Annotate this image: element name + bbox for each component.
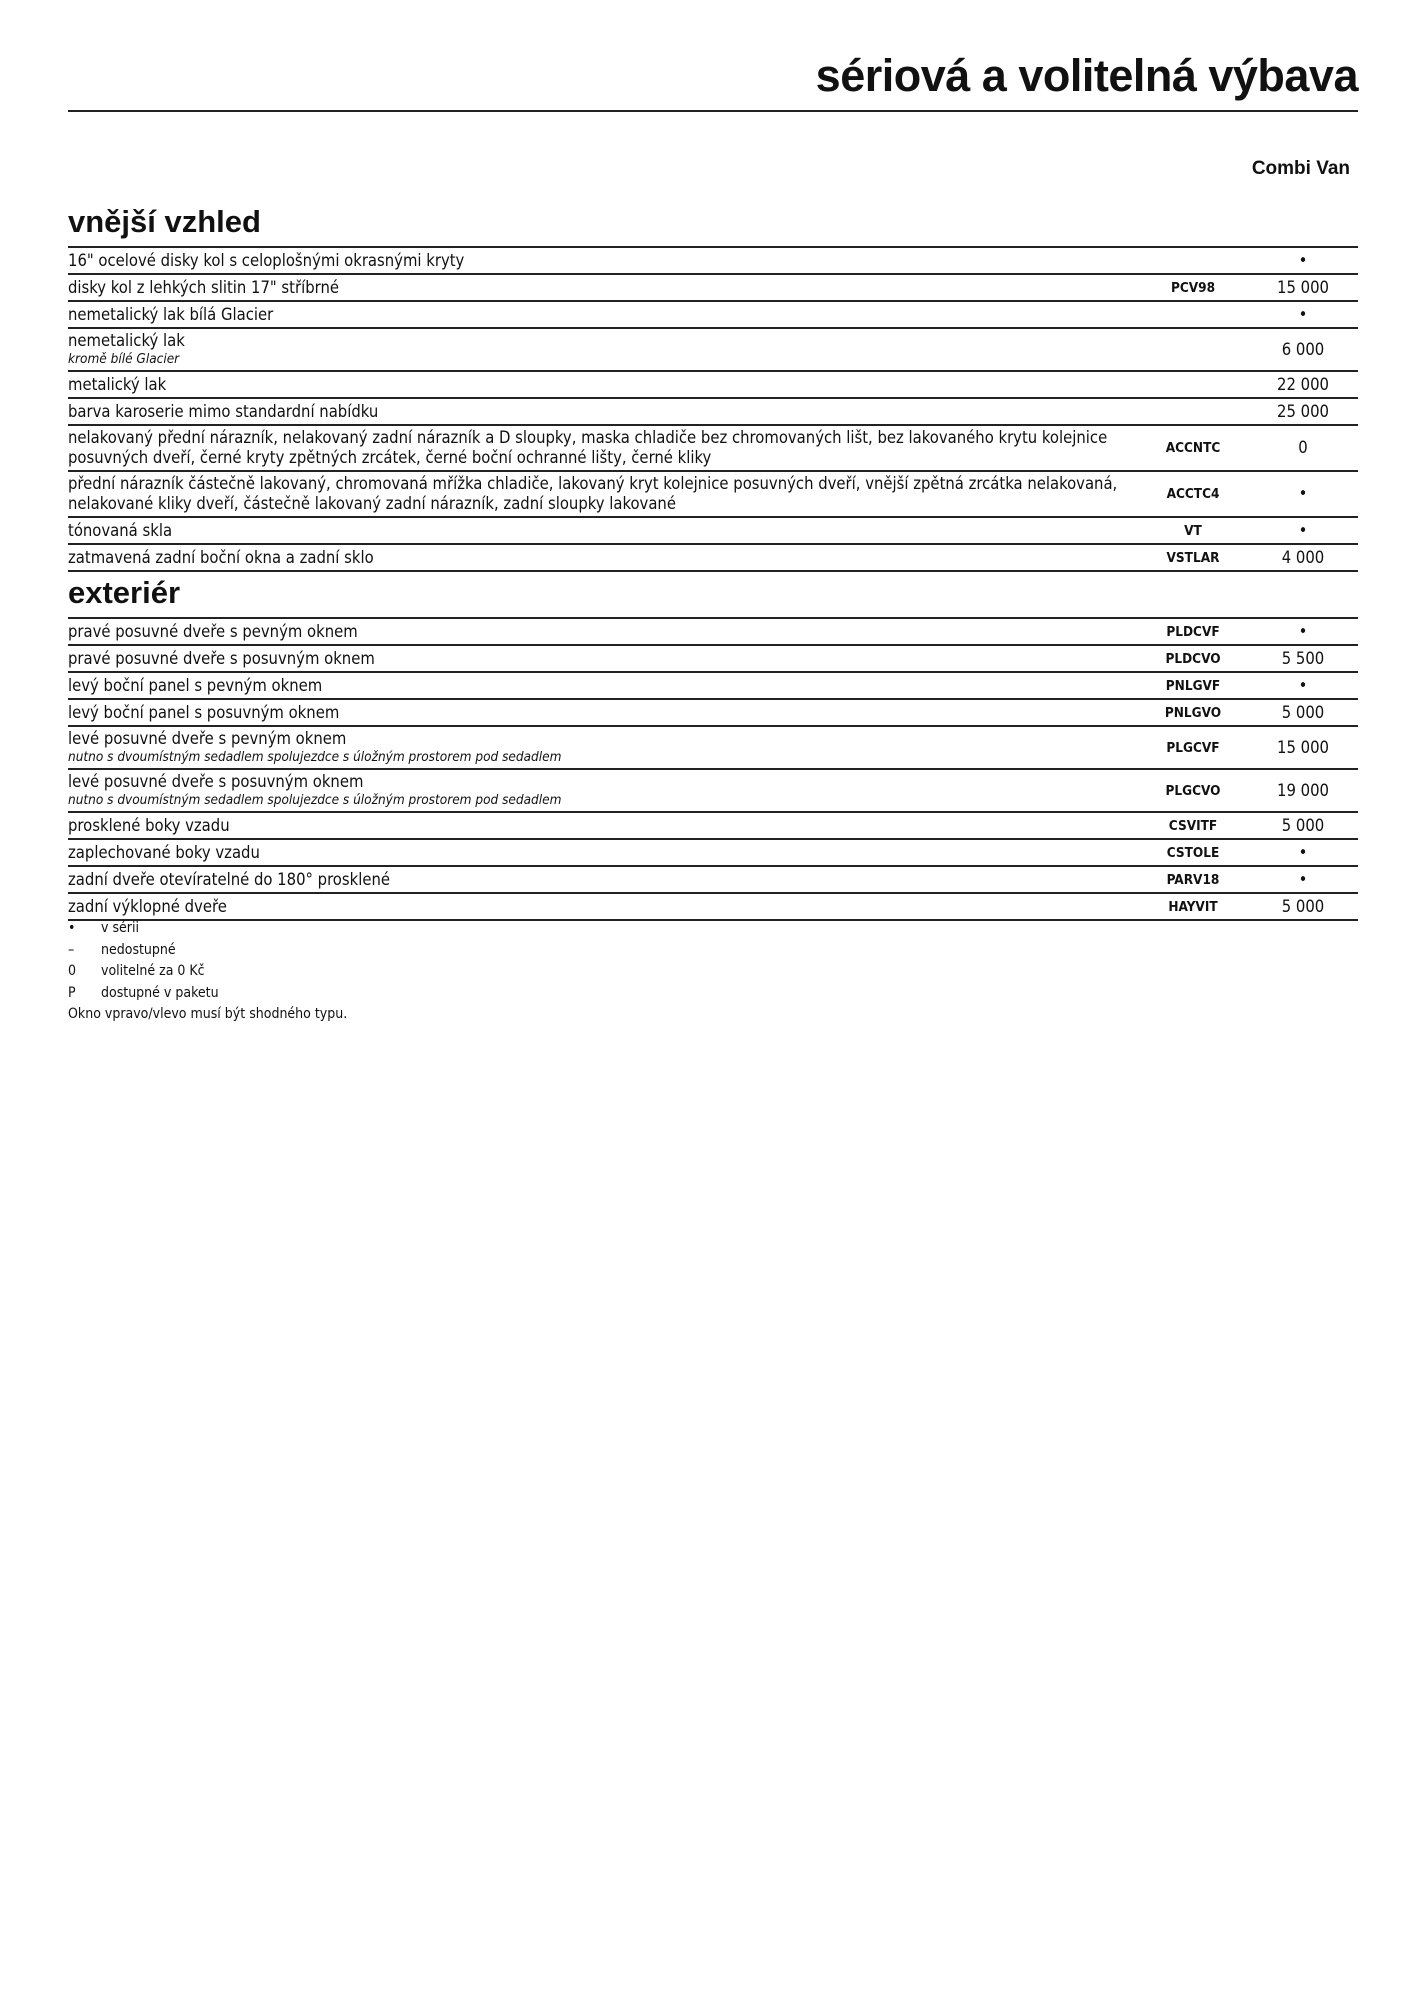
legend-symbol: • xyxy=(68,920,76,936)
option-code: PCV98 xyxy=(1170,279,1216,296)
legend-symbol: 0 xyxy=(68,963,77,979)
row-description xyxy=(68,816,1138,836)
option-code: CSVITF xyxy=(1168,817,1218,834)
option-code: VT xyxy=(1184,522,1202,539)
price-value: • xyxy=(1298,621,1308,641)
section-title: vnější vzhled xyxy=(68,204,261,239)
description-text: levé posuvné dveře s posuvným oknem xyxy=(68,772,364,791)
price-value: • xyxy=(1298,304,1308,324)
option-code: PARV18 xyxy=(1166,871,1220,888)
description-text: disky kol z lehkých slitin 17" stříbrné xyxy=(68,277,339,297)
option-code: ACCNTC xyxy=(1165,440,1221,456)
description-text: levý boční panel s posuvným oknem xyxy=(68,702,340,722)
legend-text: volitelné za 0 Kč xyxy=(101,963,205,979)
description-text: nemetalický lak bílá Glacier xyxy=(68,304,274,324)
price-value: • xyxy=(1298,842,1308,862)
row-description xyxy=(68,548,1138,568)
table-row xyxy=(68,518,1358,545)
table-row xyxy=(68,329,1358,372)
price-value: • xyxy=(1298,675,1308,695)
row-description xyxy=(68,649,1138,669)
description-text: pravé posuvné dveře s posuvným oknem xyxy=(68,648,375,668)
row-description xyxy=(68,474,1138,514)
option-code: PNLGVF xyxy=(1165,677,1221,694)
column-header-combi-van: Combi Van xyxy=(1251,158,1350,179)
description-text: levé posuvné dveře s pevným oknem xyxy=(68,729,347,748)
section-exterier xyxy=(68,574,1358,921)
price-value: • xyxy=(1298,869,1308,889)
table-row xyxy=(68,770,1358,813)
legend-symbol: – xyxy=(68,941,75,958)
legend-item xyxy=(68,940,347,962)
table-row xyxy=(68,399,1358,426)
description-text: zadní výklopné dveře xyxy=(68,896,227,916)
description-note: kromě bílé Glacier xyxy=(68,351,180,367)
row-description xyxy=(68,278,1138,298)
description-text: prosklené boky vzadu xyxy=(68,815,230,835)
table-row xyxy=(68,894,1358,921)
description-text: přední nárazník částečně lakovaný, chromovaná mřížka chladiče, lakovaný kryt kolejnice posuvných dveří, vnější zpětná zrcátka nelakovaná, nelakované kliky dveří, částečně lakovaný zadní nárazník, zadní sloupky lakované xyxy=(68,474,1118,513)
price-value: 5 500 xyxy=(1281,648,1325,668)
row-description xyxy=(68,251,1138,271)
option-code: HAYVIT xyxy=(1168,898,1218,915)
price-value: • xyxy=(1298,250,1308,270)
legend-item xyxy=(68,961,347,983)
description-text: 16" ocelové disky kol s celoplošnými okrasnými kryty xyxy=(68,250,465,270)
table-row xyxy=(68,426,1358,472)
price-value: • xyxy=(1298,484,1308,503)
option-code: CSTOLE xyxy=(1166,844,1220,861)
price-value: 4 000 xyxy=(1281,547,1325,567)
section-vnejsi-vzhled xyxy=(68,203,1358,572)
option-code: PLDCVF xyxy=(1166,623,1220,640)
row-description xyxy=(68,622,1138,642)
table-row xyxy=(68,700,1358,727)
description-text: nelakovaný přední nárazník, nelakovaný zadní nárazník a D sloupky, maska chladiče bez chromovaných lišt, bez lakovaného krytu kolejnice posuvných dveří, černé kryty zpětných zrcátek, černé boční ochranné lišty, černé kliky xyxy=(68,428,1108,467)
price-value: 5 000 xyxy=(1281,815,1325,835)
price-value: 19 000 xyxy=(1277,780,1329,800)
description-text: zaplechované boky vzadu xyxy=(68,842,260,862)
option-code: PNLGVO xyxy=(1164,704,1222,721)
table-row xyxy=(68,840,1358,867)
price-value: 5 000 xyxy=(1281,702,1325,722)
row-description xyxy=(68,402,1138,422)
row-description xyxy=(68,375,1138,395)
row-description xyxy=(68,521,1138,541)
footnote: Okno vpravo/vlevo musí být shodného typu. xyxy=(68,1006,348,1022)
section-title: exteriér xyxy=(68,575,181,610)
table-row xyxy=(68,867,1358,894)
description-text: barva karoserie mimo standardní nabídku xyxy=(68,401,379,421)
row-description xyxy=(68,870,1138,890)
row-description xyxy=(68,676,1138,696)
price-value: 25 000 xyxy=(1277,401,1329,421)
row-description xyxy=(68,305,1138,325)
row-description xyxy=(68,772,1138,809)
price-value: 15 000 xyxy=(1277,737,1329,757)
description-text: levý boční panel s pevným oknem xyxy=(68,675,323,695)
legend-symbol: P xyxy=(68,984,76,1001)
description-text: zadní dveře otevíratelné do 180° prosklené xyxy=(68,869,391,889)
option-code: PLGCVF xyxy=(1166,739,1220,756)
option-code: VSTLAR xyxy=(1166,549,1220,566)
equipment-table xyxy=(68,246,1358,572)
table-row xyxy=(68,302,1358,329)
price-value: 22 000 xyxy=(1277,374,1329,394)
equipment-table xyxy=(68,617,1358,921)
table-row xyxy=(68,619,1358,646)
table-row xyxy=(68,248,1358,275)
row-description xyxy=(68,428,1138,468)
table-row xyxy=(68,646,1358,673)
option-code: PLGCVO xyxy=(1165,782,1221,799)
price-value: • xyxy=(1298,520,1308,540)
description-text: tónovaná skla xyxy=(68,520,173,540)
option-code: ACCTC4 xyxy=(1166,486,1220,502)
page-title: sériová a volitelná výbava xyxy=(815,50,1358,101)
legend-text: nedostupné xyxy=(101,941,176,958)
table-row xyxy=(68,727,1358,770)
description-note: nutno s dvoumístným sedadlem spolujezdce s úložným prostorem pod sedadlem xyxy=(68,749,562,765)
legend xyxy=(68,918,347,1026)
row-description xyxy=(68,843,1138,863)
legend-item xyxy=(68,983,347,1005)
row-description xyxy=(68,331,1138,368)
table-row xyxy=(68,545,1358,572)
legend-text: v sérii xyxy=(101,920,139,936)
row-description xyxy=(68,729,1138,766)
legend-item xyxy=(68,918,347,940)
price-value: 0 xyxy=(1298,438,1308,457)
price-value: 6 000 xyxy=(1281,339,1325,359)
title-divider xyxy=(68,110,1358,112)
row-description xyxy=(68,897,1138,917)
description-text: zatmavená zadní boční okna a zadní sklo xyxy=(68,547,374,567)
table-row xyxy=(68,372,1358,399)
price-value: 5 000 xyxy=(1281,896,1325,916)
table-row xyxy=(68,673,1358,700)
description-text: pravé posuvné dveře s pevným oknem xyxy=(68,621,358,641)
table-row xyxy=(68,813,1358,840)
description-text: nemetalický lak xyxy=(68,331,185,350)
description-text: metalický lak xyxy=(68,374,167,394)
price-value: 15 000 xyxy=(1277,277,1329,297)
table-row xyxy=(68,472,1358,518)
row-description xyxy=(68,703,1138,723)
option-code: PLDCVO xyxy=(1165,650,1221,667)
legend-text: dostupné v paketu xyxy=(101,984,219,1001)
description-note: nutno s dvoumístným sedadlem spolujezdce s úložným prostorem pod sedadlem xyxy=(68,792,562,808)
table-row xyxy=(68,275,1358,302)
